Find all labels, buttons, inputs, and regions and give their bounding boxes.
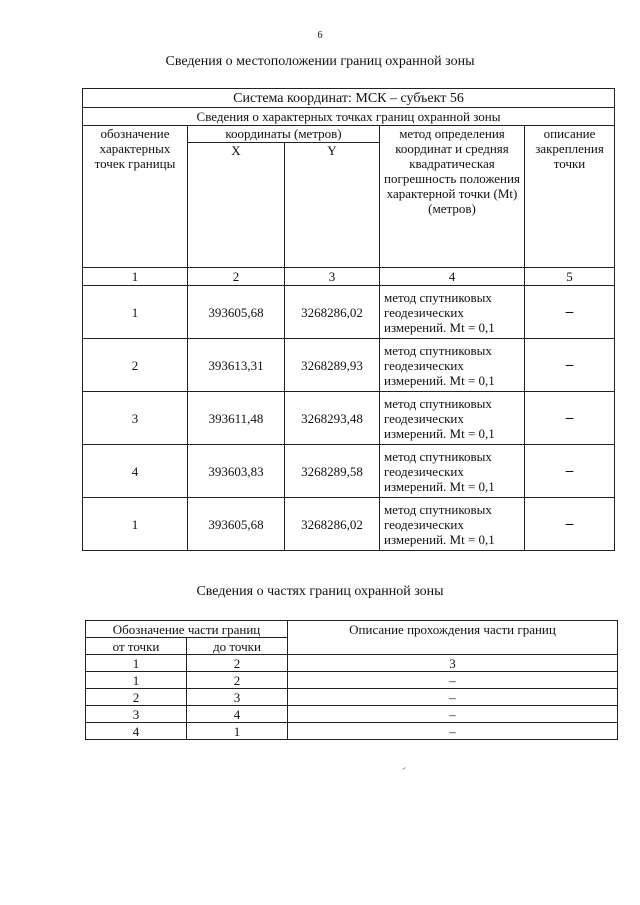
point-number: 1 xyxy=(83,286,188,339)
column-number: 4 xyxy=(380,268,525,286)
coord-x: 393603,83 xyxy=(188,445,285,498)
coord-y: 3268286,02 xyxy=(285,286,380,339)
header-designation: обозначение характерных точек границы xyxy=(83,126,188,268)
method-description: метод спутниковых геодезических измерений. Mt = 0,1 xyxy=(380,392,525,445)
point-number: 4 xyxy=(83,445,188,498)
coord-x: 393605,68 xyxy=(188,286,285,339)
point-number: 2 xyxy=(83,339,188,392)
section-title-boundary-parts: Сведения о частях границ охранной зоны xyxy=(196,584,444,599)
method-description: метод спутниковых геодезических измерений. Mt = 0,1 xyxy=(380,445,525,498)
fixing-description: – xyxy=(525,286,615,339)
fixing-description: – xyxy=(525,498,615,551)
table-row xyxy=(83,392,615,445)
table-row xyxy=(86,706,618,723)
method-description: метод спутниковых геодезических измерений. Mt = 0,1 xyxy=(380,339,525,392)
page-number: 6 xyxy=(317,30,323,41)
header-y: Y xyxy=(285,143,380,268)
method-description: метод спутниковых геодезических измерений. Mt = 0,1 xyxy=(380,286,525,339)
part-description: – xyxy=(288,689,618,706)
boundary-points-table xyxy=(82,88,615,551)
header-method: метод определения координат и средняя квадратическая погрешность положения характерной точки (Mt) (метров) xyxy=(380,126,525,268)
part-description: – xyxy=(288,706,618,723)
to-point: 3 xyxy=(187,689,288,706)
column-number: 1 xyxy=(83,268,188,286)
column-number: 3 xyxy=(285,268,380,286)
fixing-description: – xyxy=(525,339,615,392)
method-description: метод спутниковых геодезических измерений. Mt = 0,1 xyxy=(380,498,525,551)
from-point: 1 xyxy=(86,672,187,689)
boundary-points-subtitle: Сведения о характерных точках границ охранной зоны xyxy=(83,108,615,126)
from-point: 3 xyxy=(86,706,187,723)
boundary-parts-table xyxy=(85,620,618,740)
from-point: 2 xyxy=(86,689,187,706)
column-number: 2 xyxy=(187,655,288,672)
to-point: 4 xyxy=(187,706,288,723)
scan-mark xyxy=(402,767,406,770)
coord-y: 3268293,48 xyxy=(285,392,380,445)
table-row xyxy=(86,723,618,740)
to-point: 2 xyxy=(187,672,288,689)
fixing-description: – xyxy=(525,445,615,498)
header-to-point: до точки xyxy=(187,638,288,655)
table-row xyxy=(83,498,615,551)
table-row xyxy=(86,672,618,689)
coord-y: 3268289,93 xyxy=(285,339,380,392)
coord-x: 393613,31 xyxy=(188,339,285,392)
header-x: X xyxy=(188,143,285,268)
table-row xyxy=(86,689,618,706)
header-part-designation: Обозначение части границ xyxy=(86,621,288,638)
column-number: 5 xyxy=(525,268,615,286)
table-row xyxy=(83,339,615,392)
coord-x: 393605,68 xyxy=(188,498,285,551)
header-coordinates: координаты (метров) xyxy=(188,126,380,143)
table-row xyxy=(83,286,615,339)
coord-y: 3268286,02 xyxy=(285,498,380,551)
coordinate-system-header: Система координат: МСК – субъект 56 xyxy=(83,89,615,108)
coord-y: 3268289,58 xyxy=(285,445,380,498)
point-number: 1 xyxy=(83,498,188,551)
header-fixing: описание закрепления точки xyxy=(525,126,615,268)
coord-x: 393611,48 xyxy=(188,392,285,445)
column-number: 3 xyxy=(288,655,618,672)
header-from-point: от точки xyxy=(86,638,187,655)
column-number: 1 xyxy=(86,655,187,672)
section-title-boundary-location: Сведения о местоположении границ охранной зоны xyxy=(165,54,475,69)
column-number: 2 xyxy=(188,268,285,286)
header-part-description: Описание прохождения части границ xyxy=(288,621,618,655)
part-description: – xyxy=(288,723,618,740)
to-point: 1 xyxy=(187,723,288,740)
table-row xyxy=(83,445,615,498)
fixing-description: – xyxy=(525,392,615,445)
from-point: 4 xyxy=(86,723,187,740)
part-description: – xyxy=(288,672,618,689)
point-number: 3 xyxy=(83,392,188,445)
